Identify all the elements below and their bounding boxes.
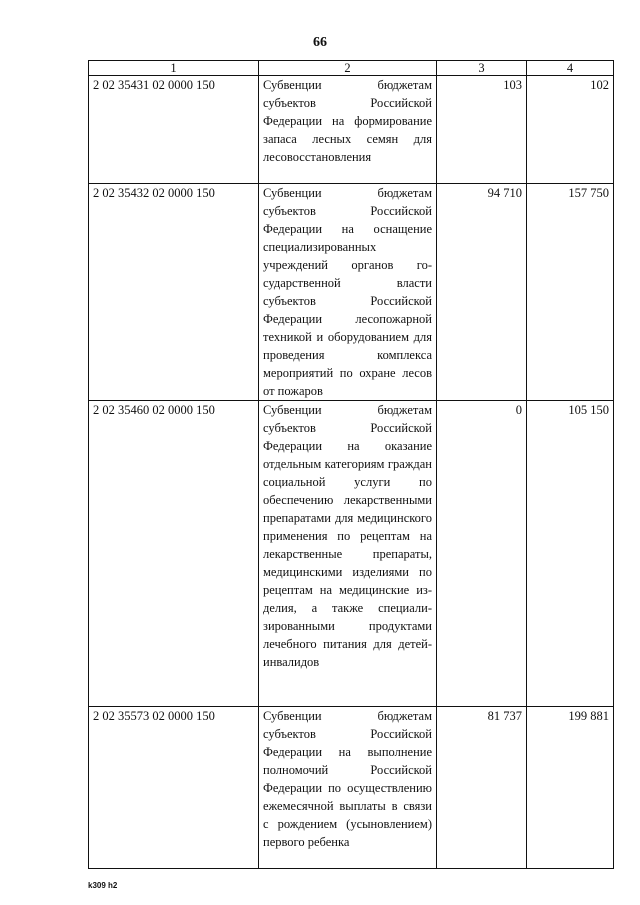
footer-code: k309 h2 bbox=[88, 881, 118, 890]
column-header-2: 2 bbox=[259, 61, 437, 76]
table-row bbox=[89, 184, 614, 401]
value-col4: 105 150 bbox=[527, 401, 614, 707]
column-header-1: 1 bbox=[89, 61, 259, 76]
row-description: Субвенции бюджетам субъектов Российской Федерации на формирование запаса лесных семян для лесовосстановления bbox=[259, 76, 437, 184]
page-number: 66 bbox=[313, 35, 327, 50]
budget-code: 2 02 35573 02 0000 150 bbox=[89, 707, 259, 869]
value-col3: 103 bbox=[437, 76, 527, 184]
value-col4: 199 881 bbox=[527, 707, 614, 869]
row-description: Субвенции бюджетам субъектов Российской Федерации на оснащение специализированных учреждений органов государственной власти субъектов Российской Федерации лесопожарной техникой и оборудованием для проведения комплекса мероприятий по охране лесов от пожаров bbox=[259, 184, 437, 401]
budget-code: 2 02 35431 02 0000 150 bbox=[89, 76, 259, 184]
column-header-3: 3 bbox=[437, 61, 527, 76]
column-header-4: 4 bbox=[527, 61, 614, 76]
budget-code: 2 02 35432 02 0000 150 bbox=[89, 184, 259, 401]
row-description: Субвенции бюджетам субъектов Российской Федерации на выполнение полномочий Российской Федерации по осуществлению ежемесячной выплаты в связи с рождением (усыновлением) первого ребенка bbox=[259, 707, 437, 869]
value-col3: 81 737 bbox=[437, 707, 527, 869]
column-number-row bbox=[89, 61, 614, 76]
value-col4: 157 750 bbox=[527, 184, 614, 401]
table-row bbox=[89, 707, 614, 869]
budget-table bbox=[88, 60, 614, 869]
table-row bbox=[89, 76, 614, 184]
row-description: Субвенции бюджетам субъектов Российской Федерации на оказание отдельным категориям граждан социальной услуги по обеспечению лекарственными препаратами для медицинского применения по рецептам на лекарственные препараты, медицинскими изделиями по рецептам на медицинские изделия, а также специализированными продуктами лечебного питания для детей-инвалидов bbox=[259, 401, 437, 707]
value-col3: 94 710 bbox=[437, 184, 527, 401]
table-row bbox=[89, 401, 614, 707]
budget-code: 2 02 35460 02 0000 150 bbox=[89, 401, 259, 707]
value-col3: 0 bbox=[437, 401, 527, 707]
value-col4: 102 bbox=[527, 76, 614, 184]
